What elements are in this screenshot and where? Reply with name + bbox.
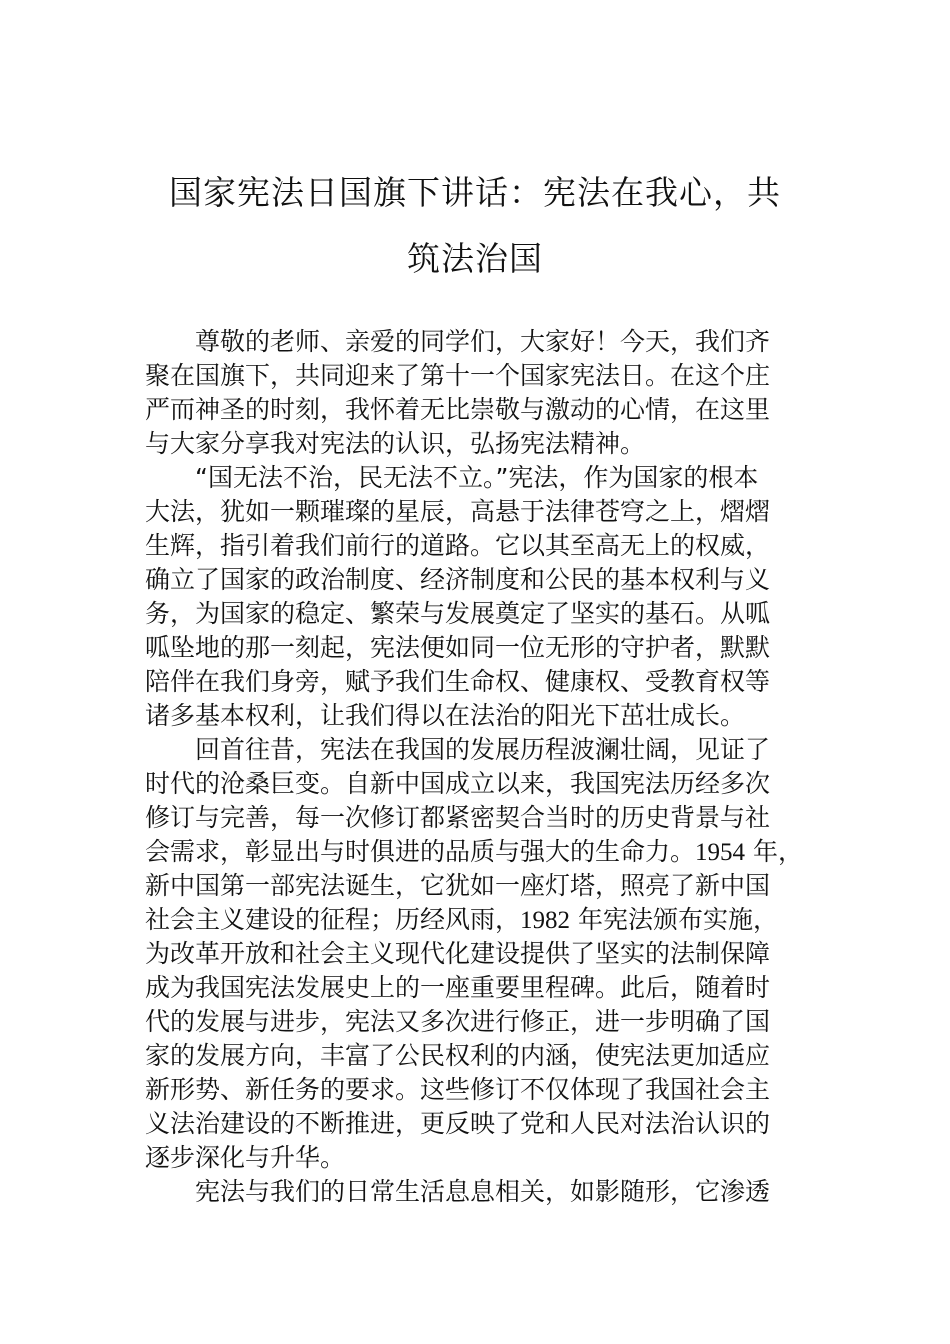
paragraph-line: 聚在国旗下，共同迎来了第十一个国家宪法日。在这个庄 (145, 361, 771, 390)
paragraph-first-line: 尊敬的老师、亲爱的同学们，大家好！今天，我们齐 (195, 327, 771, 356)
paragraph-line: 严而神圣的时刻，我怀着无比崇敬与激动的心情，在这里 (145, 395, 771, 424)
paragraph-line: 修订与完善，每一次修订都紧密契合当时的历史背景与社 (145, 803, 771, 832)
paragraph-line: 务，为国家的稳定、繁荣与发展奠定了坚实的基石。从呱 (145, 599, 771, 628)
paragraph-line: 时代的沧桑巨变。自新中国成立以来，我国宪法历经多次 (145, 769, 771, 798)
paragraph-line: 成为我国宪法发展史上的一座重要里程碑。此后，随着时 (145, 973, 771, 1002)
paragraph-line: 大法，犹如一颗璀璨的星辰，高悬于法律苍穹之上，熠熠 (145, 497, 771, 526)
title-line-2: 筑法治国 (407, 239, 543, 278)
paragraph-line: 社会主义建设的征程；历经风雨，1982 年宪法颁布实施， (145, 905, 778, 934)
paragraph-line: 生辉，指引着我们前行的道路。它以其至高无上的权威， (145, 531, 771, 560)
paragraph-line: 义法治建设的不断推进，更反映了党和人民对法治认识的 (145, 1109, 771, 1138)
paragraph-line: 陪伴在我们身旁，赋予我们生命权、健康权、受教育权等 (145, 667, 771, 696)
paragraph-line: 为改革开放和社会主义现代化建设提供了坚实的法制保障 (145, 939, 771, 968)
paragraph-line: 会需求，彰显出与时俱进的品质与强大的生命力。1954 年， (145, 837, 803, 866)
paragraph-line: 新中国第一部宪法诞生，它犹如一座灯塔，照亮了新中国 (145, 871, 771, 900)
paragraph-line: 诸多基本权利，让我们得以在法治的阳光下茁壮成长。 (145, 701, 746, 730)
document-body (145, 325, 817, 1209)
paragraph-line: 逐步深化与升华。 (145, 1143, 346, 1172)
paragraph-line: 确立了国家的政治制度、经济制度和公民的基本权利与义 (145, 565, 771, 594)
paragraph-first-line: 回首往昔，宪法在我国的发展历程波澜壮阔，见证了 (195, 735, 771, 764)
paragraph-line: 呱坠地的那一刻起，宪法便如同一位无形的守护者，默默 (145, 633, 771, 662)
paragraph-line: 代的发展与进步，宪法又多次进行修正，进一步明确了国 (145, 1007, 771, 1036)
paragraph-first-line: “国无法不治，民无法不立。”宪法，作为国家的根本 (195, 463, 759, 492)
paragraph-line: 与大家分享我对宪法的认识，弘扬宪法精神。 (145, 429, 646, 458)
title-line-1: 国家宪法日国旗下讲话：宪法在我心，共 (169, 173, 781, 212)
paragraph-line: 新形势、新任务的要求。这些修订不仅体现了我国社会主 (145, 1075, 771, 1104)
paragraph-first-line: 宪法与我们的日常生活息息相关，如影随形，它渗透 (195, 1177, 771, 1206)
document-title (150, 160, 800, 292)
paragraph-line: 家的发展方向，丰富了公民权利的内涵，使宪法更加适应 (145, 1041, 771, 1070)
